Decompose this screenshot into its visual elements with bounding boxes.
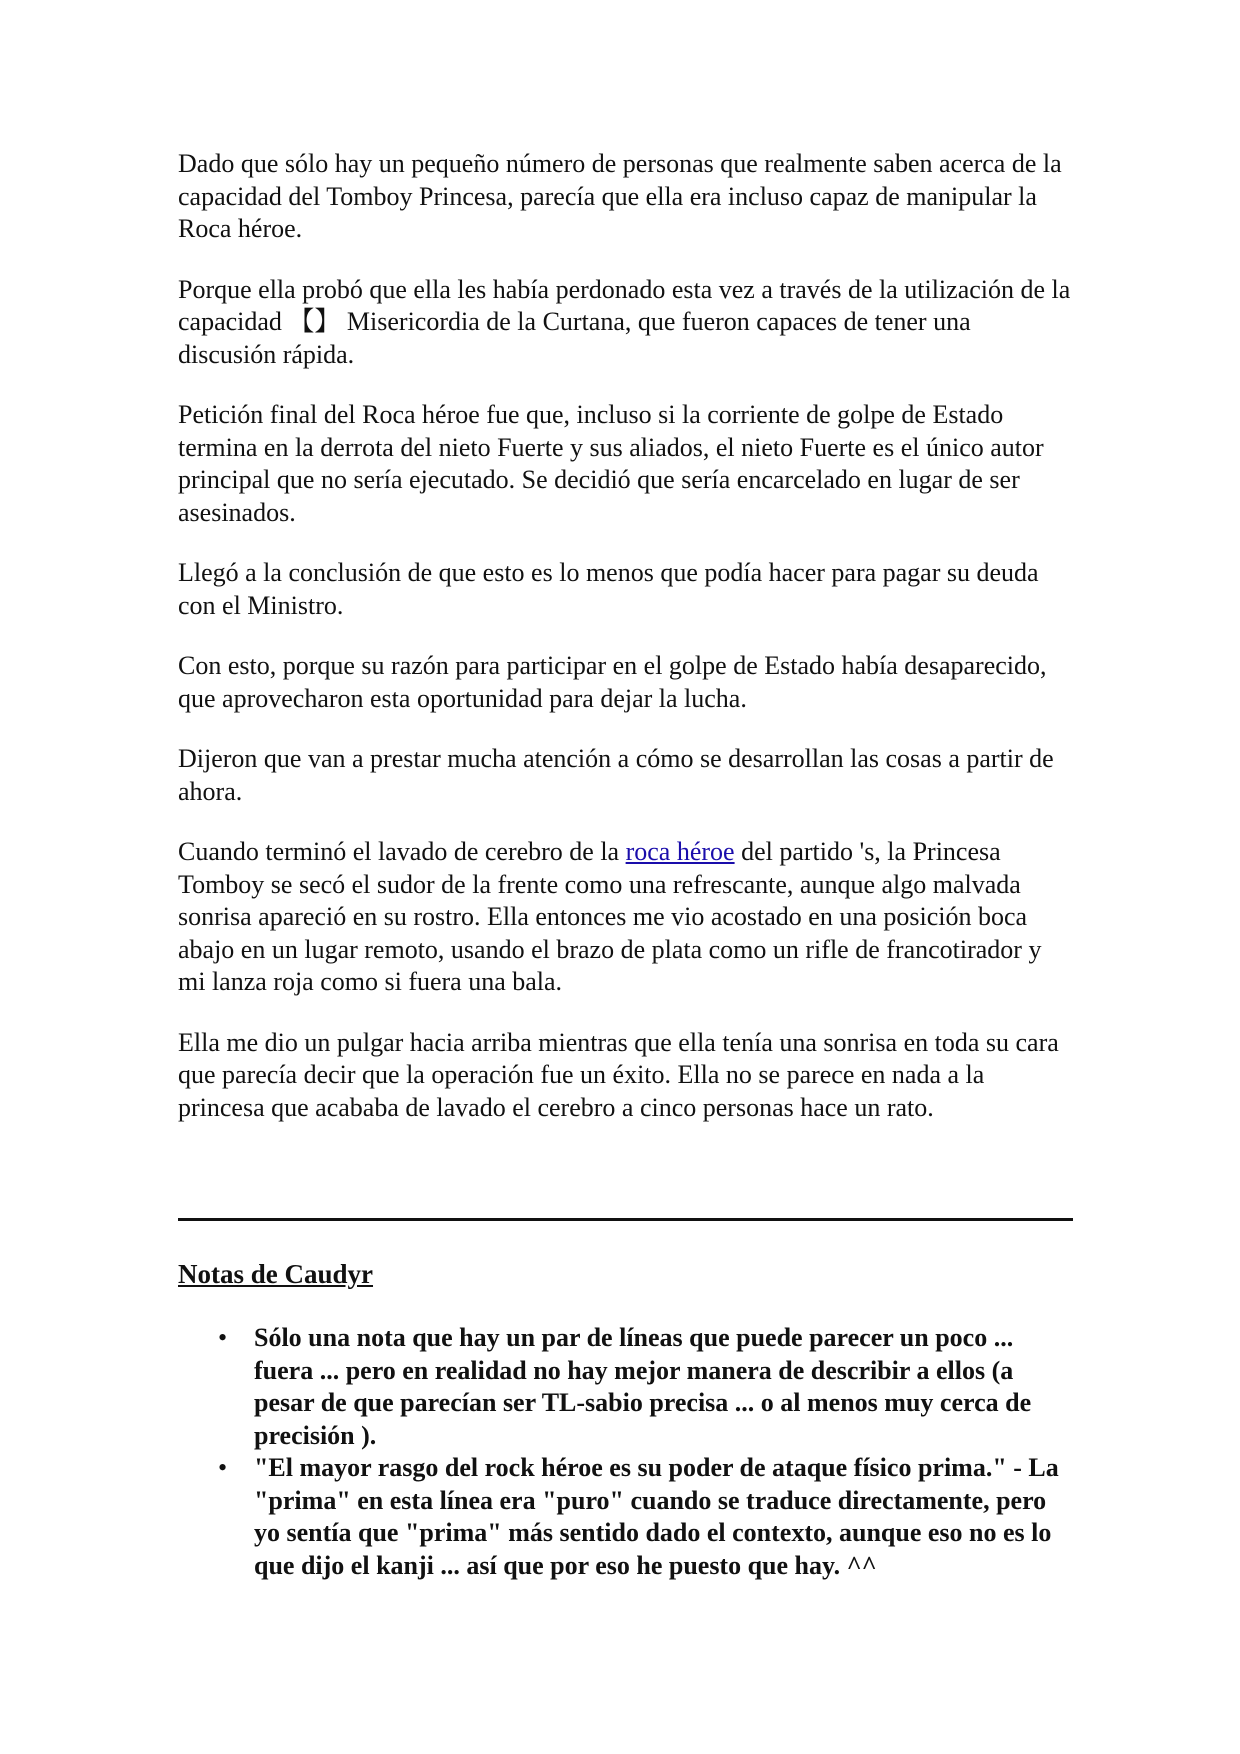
paragraph-1: Dado que sólo hay un pequeño número de personas que realmente saben acerca de la capacidad del Tomboy Princesa, parecía que ella era incluso capaz de manipular la Roca héroe. bbox=[178, 149, 1062, 243]
paragraph-3: Petición final del Roca héroe fue que, incluso si la corriente de golpe de Estado termina en la derrota del nieto Fuerte y sus aliados, el nieto Fuerte es el único autor principal que no sería ejecutado. Se decidió que sería encarcelado en lugar de ser asesinados. bbox=[178, 400, 1044, 527]
bullet-icon: • bbox=[218, 1453, 228, 1482]
roca-heroe-link[interactable]: roca héroe bbox=[625, 837, 735, 866]
paragraph-5: Con esto, porque su razón para participar en el golpe de Estado había desaparecido, que aprovecharon esta oportunidad para dejar la lucha. bbox=[178, 651, 1047, 713]
paragraph-8: Ella me dio un pulgar hacia arriba mientras que ella tenía una sonrisa en toda su cara que parecía decir que la operación fue un éxito. Ella no se parece en nada a la princesa que acababa de lavado el cerebro a cinco personas hace un rato. bbox=[178, 1027, 1059, 1122]
paragraph-7-before: Cuando terminó el lavado de cerebro de la bbox=[178, 837, 626, 866]
notes-title: Notas de Caudyr bbox=[178, 1259, 374, 1289]
bullet-icon: • bbox=[218, 1323, 228, 1352]
note-item-1 bbox=[178, 1322, 1073, 1452]
note-item-2-text: "El mayor rasgo del rock héroe es su poder de ataque físico prima." - La "prima" en esta línea era "puro" cuando se traduce directamente, pero yo sentía que "prima" más sentido dado el contexto, aunque eso no es lo que dijo el kanji ... así que por eso he puesto que hay. ^^ bbox=[254, 1453, 1059, 1580]
notes-list bbox=[178, 1322, 1073, 1582]
paragraph-4: Llegó a la conclusión de que esto es lo menos que podía hacer para pagar su deuda con el Ministro. bbox=[178, 558, 1039, 620]
note-item-1-text: Sólo una nota que hay un par de líneas que puede parecer un poco ... fuera ... pero en realidad no hay mejor manera de describir a ellos (a pesar de que parecían ser TL-sabio precisa ... o al menos muy cerca de precisión ). bbox=[254, 1323, 1032, 1450]
paragraph-6: Dijeron que van a prestar mucha atención a cómo se desarrollan las cosas a partir de ahora. bbox=[178, 744, 1054, 806]
paragraph-2: Porque ella probó que ella les había perdonado esta vez a través de la utilización de la capacidad 【】 Misericordia de la Curtana, que fueron capaces de tener una discusión rápida. bbox=[178, 274, 1071, 369]
note-item-2 bbox=[178, 1452, 1073, 1582]
document-body bbox=[178, 148, 1073, 1152]
paragraph-7-after: del partido 's, la Princesa Tomboy se secó el sudor de la frente como una refrescante, aunque algo malvada sonrisa apareció en su rostro. Ella entonces me vio acostado en una posición boca abajo en un lugar remoto, usando el brazo de plata como un rifle de francotirador y mi lanza roja como si fuera una bala. bbox=[178, 837, 1042, 996]
horizontal-divider bbox=[178, 1218, 1073, 1221]
paragraph-7 bbox=[178, 836, 1073, 999]
